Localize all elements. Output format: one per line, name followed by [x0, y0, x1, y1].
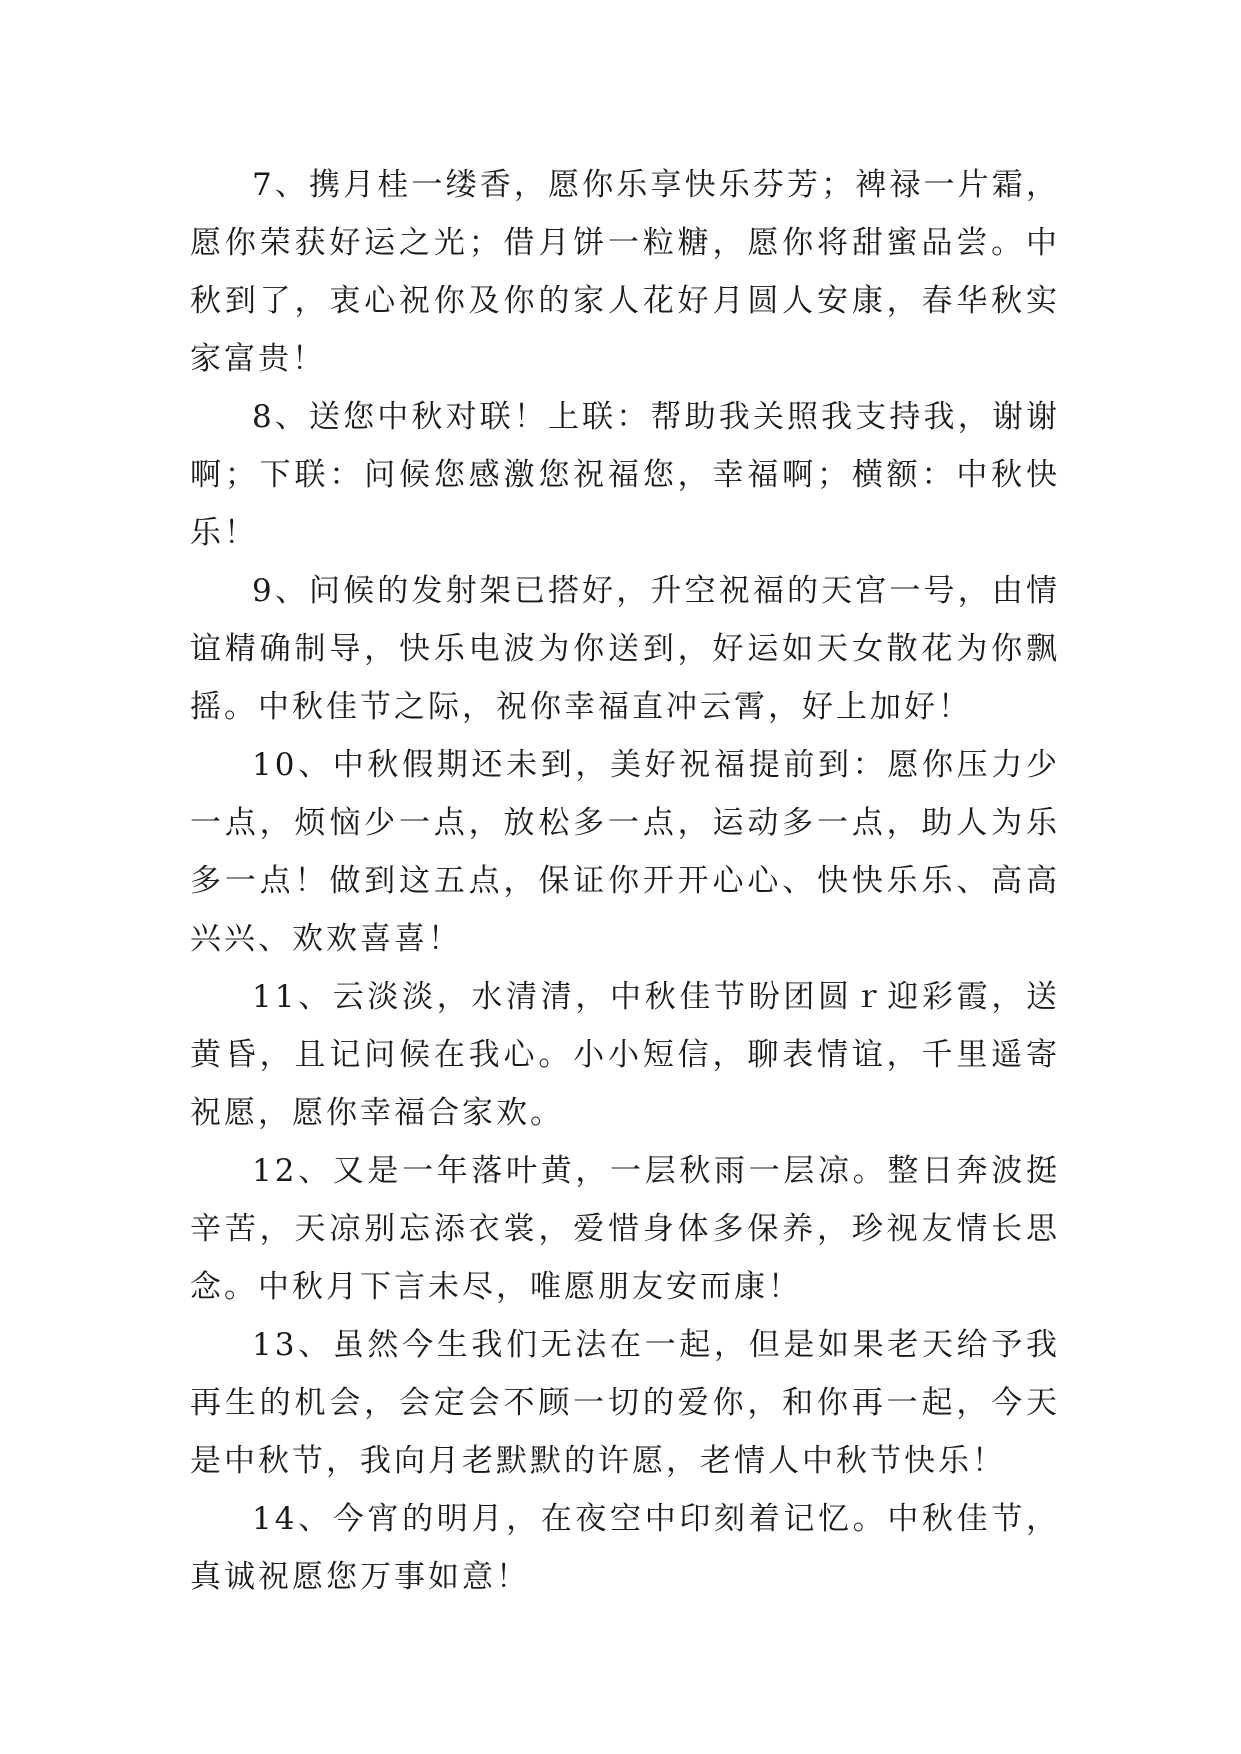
paragraph-10: 10、中秋假期还未到，美好祝福提前到：愿你压力少一点，烦恼少一点，放松多一点，运动多一点，助人为乐多一点！做到这五点，保证你开开心心、快快乐乐、高高兴兴、欢欢喜喜！ — [190, 747, 1060, 957]
paragraph-7: 7、携月桂一缕香，愿你乐享快乐芬芳；裨禄一片霜，愿你荣获好运之光；借月饼一粒糖，愿你将甜蜜品尝。中秋到了，衷心祝你及你的家人花好月圆人安康，春华秋实家富贵！ — [190, 167, 1060, 377]
paragraph-9: 9、问候的发射架已搭好，升空祝福的天宫一号，由情谊精确制导，快乐电波为你送到，好运如天女散花为你飘摇。中秋佳节之际，祝你幸福直冲云霄，好上加好！ — [190, 573, 1060, 725]
paragraph-13: 13、虽然今生我们无法在一起，但是如果老天给予我再生的机会，会定会不顾一切的爱你，和你再一起，今天是中秋节，我向月老默默的许愿，老情人中秋节快乐！ — [190, 1327, 1060, 1479]
paragraph-11: 11、云淡淡，水清清，中秋佳节盼团圆ｒ迎彩霞，送黄昏，且记问候在我心。小小短信，聊表情谊，千里遥寄祝愿，愿你幸福合家欢。 — [190, 979, 1060, 1131]
paragraph-8: 8、送您中秋对联！上联：帮助我关照我支持我，谢谢啊；下联：问候您感激您祝福您，幸福啊；横额：中秋快乐！ — [190, 399, 1060, 551]
paragraph-12: 12、又是一年落叶黄，一层秋雨一层凉。整日奔波挺辛苦，天凉别忘添衣裳，爱惜身体多保养，珍视友情长思念。中秋月下言未尽，唯愿朋友安而康！ — [190, 1153, 1060, 1305]
paragraph-14: 14、今宵的明月，在夜空中印刻着记忆。中秋佳节，真诚祝愿您万事如意！ — [190, 1501, 1060, 1595]
document-body — [190, 156, 1060, 1606]
